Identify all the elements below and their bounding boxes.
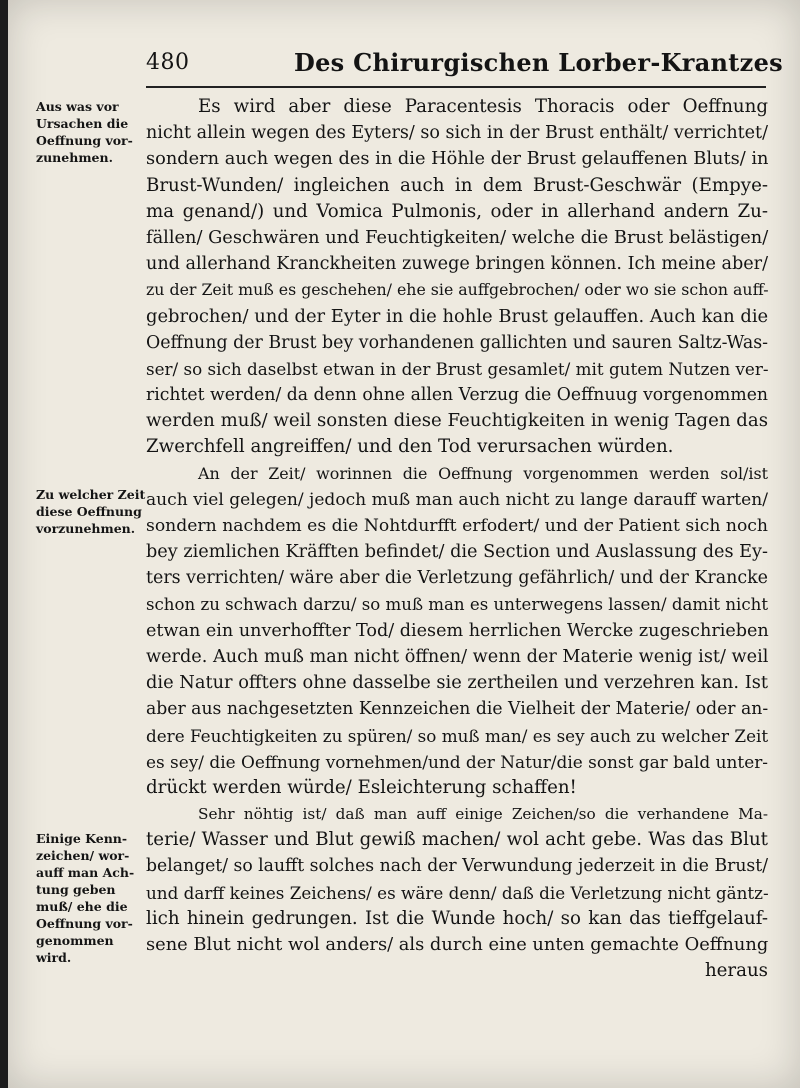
margin-note-line: tung geben (36, 882, 116, 897)
text-line: es sey/ die Oeffnung vornehmen/und der Natur/die sonst gar bald unter- (146, 751, 768, 772)
text-line: sondern nachdem es die Nohtdurfft erfodert/ und der Patient sich noch (146, 516, 768, 536)
text-line: Brust-Wunden/ ingleichen auch in dem Brust-Geschwär (Empye- (146, 174, 768, 196)
text-line: bey ziemlichen Kräfften befindet/ die Section und Auslassung des Ey- (146, 542, 768, 563)
margin-note-line: Oeffnung vor- (36, 916, 133, 931)
margin-note-signs (36, 830, 148, 966)
margin-note-line: Oeffnung vor- (36, 133, 133, 148)
text-line: gebrochen/ und der Eyter in die hohle Brust gelauffen. Auch kan die (146, 305, 769, 327)
text-line: die Natur offters ohne dasselbe sie zertheilen und verzehren kan. Ist (146, 672, 768, 694)
text-line: terie/ Wasser und Blut gewiß machen/ wol acht gebe. Was das Blut (146, 829, 768, 851)
text-line: Oeffnung der Brust bey vorhandenen gallichten und sauren Saltz-Was- (146, 332, 768, 353)
text-line: fällen/ Geschwären und Feuchtigkeiten/ welche die Brust belästigen/ (146, 227, 769, 248)
margin-note-line: Ursachen die (36, 116, 129, 131)
running-head: Des Chirurgischen Lorber-Krantzes (294, 48, 783, 77)
text-line: auch viel gelegen/ jedoch muß man auch nicht zu lange darauff warten/ (146, 489, 768, 510)
margin-note-line: genommen (36, 933, 114, 948)
text-line: ma genand/) und Vomica Pulmonis, oder in allerhand andern Zu- (146, 200, 768, 222)
text-line: Zwerchfell angreiffen/ und den Tod verursachen würden. (146, 436, 674, 458)
margin-note-line: diese Oeffnung (36, 504, 142, 519)
text-line: drückt werden würde/ Esleichterung schaffen! (146, 776, 577, 798)
text-line: sene Blut nicht wol anders/ als durch eine unten gemachte Oeffnung (146, 934, 769, 955)
text-line: aber aus nachgesetzten Kennzeichen die Vielheit der Materie/ oder an- (146, 699, 769, 720)
margin-note-line: vorzunehmen. (36, 521, 136, 536)
text-line: belanget/ so laufft solches nach der Verwundung jederzeit in die Brust/ (146, 856, 768, 877)
text-line: ters verrichten/ wäre aber die Verletzung gefährlich/ und der Krancke (146, 568, 768, 589)
text-line: ser/ so sich daselbst etwan in der Brust gesamlet/ mit gutem Nutzen ver- (146, 358, 769, 379)
text-line: etwan ein unverhoffter Tod/ diesem herrlichen Wercke zugeschrieben (146, 620, 769, 641)
margin-note-line: wird. (36, 950, 72, 965)
text-line: An der Zeit/ worinnen die Oeffnung vorgenommen werden sol/ist (198, 463, 768, 483)
paragraph-1 (146, 94, 768, 461)
margin-note-line: zunehmen. (36, 150, 113, 165)
margin-note-line: Aus was vor (36, 99, 119, 114)
margin-note-line: Einige Kenn- (36, 831, 128, 846)
margin-note-line: auff man Ach- (36, 865, 135, 880)
text-line: dere Feuchtigkeiten zu spüren/ so muß man/ es sey auch zu welcher Zeit (146, 725, 769, 746)
text-line: lich hinein gedrungen. Ist die Wunde hoch/ so kan das tieffgelauf- (146, 907, 768, 929)
body-text (146, 94, 768, 984)
text-line: und allerhand Kranckheiten zuwege bringen können. Ich meine aber/ (146, 254, 769, 275)
text-line: zu der Zeit muß es geschehen/ ehe sie auffgebrochen/ oder wo sie schon auff- (146, 280, 769, 300)
text-line: werden muß/ weil sonsten diese Feuchtigkeiten in wenig Tagen das (146, 410, 768, 432)
text-line: werde. Auch muß man nicht öffnen/ wenn der Materie wenig ist/ weil (146, 646, 769, 667)
paragraph-3 (146, 801, 768, 984)
text-line: schon zu schwach darzu/ so muß man es unterwegens lassen/ damit nicht (146, 594, 768, 614)
margin-note-line: zeichen/ wor- (36, 848, 130, 863)
text-line: nicht allein wegen des Eyters/ so sich in der Brust enthält/ verrichtet/ (146, 123, 768, 144)
margin-note-timing (36, 486, 148, 537)
text-line: Sehr nöhtig ist/ daß man auff einige Zeichen/so die verhandene Ma- (198, 805, 768, 824)
book-page (8, 0, 800, 1088)
catchword: heraus (704, 960, 768, 982)
header-rule (146, 86, 766, 88)
text-line: sondern auch wegen des in die Höhle der Brust gelauffenen Bluts/ in (146, 149, 769, 170)
margin-note-causes (36, 98, 148, 166)
margin-note-line: Zu welcher Zeit (36, 487, 146, 502)
page-number: 480 (146, 50, 190, 75)
paragraph-2 (146, 461, 768, 801)
text-line: richtet werden/ da denn ohne allen Verzug die Oeffnuug vorgenommen (146, 385, 768, 406)
text-line: Es wird aber diese Paracentesis Thoracis oder Oeffnung (198, 96, 768, 117)
text-line: und darff keines Zeichens/ es wäre denn/ daß die Verletzung nicht gäntz- (146, 882, 769, 903)
margin-note-line: muß/ ehe die (36, 899, 128, 914)
